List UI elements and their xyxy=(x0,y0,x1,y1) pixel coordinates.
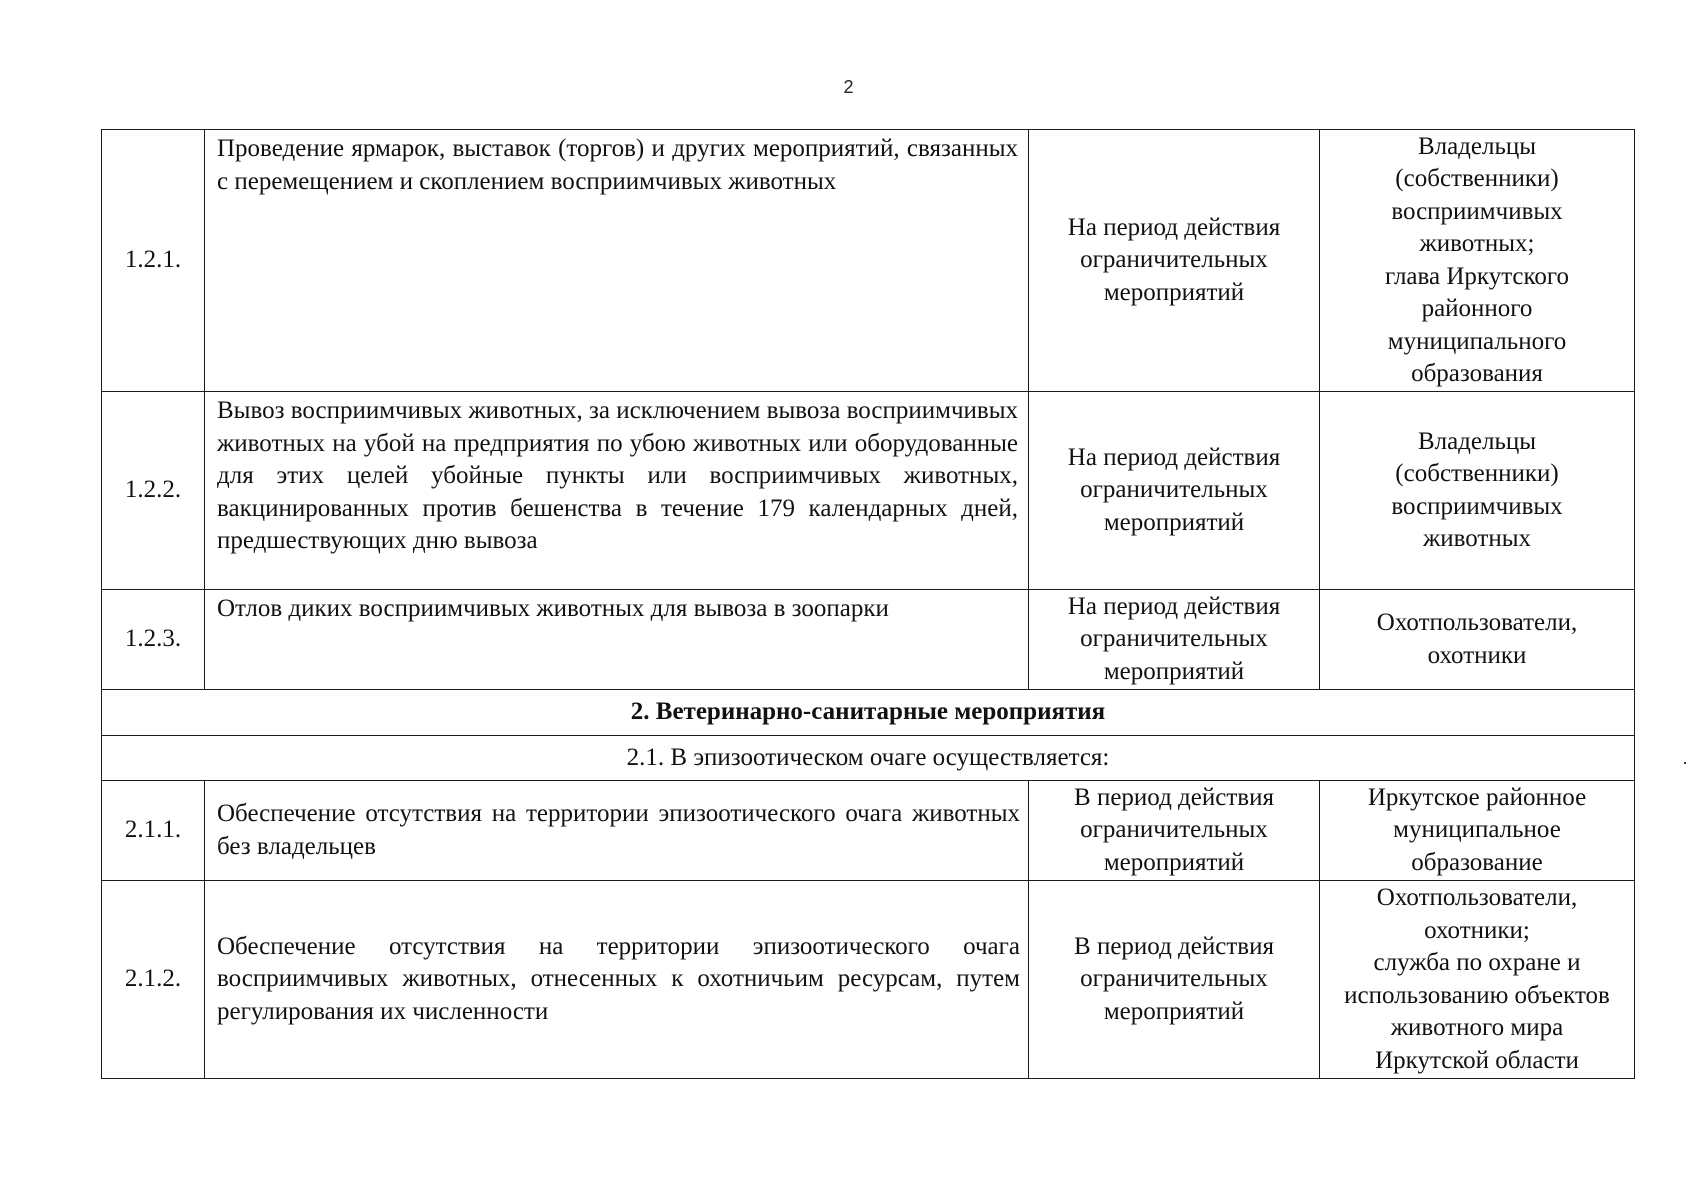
term-line: мероприятий xyxy=(1103,997,1245,1025)
table-row xyxy=(102,881,1635,1079)
section-header-row xyxy=(102,690,1635,736)
action-text: Обеспечение отсутствия на территории эпизоотического очага восприимчивых животных, отнесенных к охотничьим ресурсам, путем регулирования их численности xyxy=(205,881,1029,1079)
responsible-cell xyxy=(1320,590,1635,690)
responsible-line: глава Иркутского xyxy=(1384,262,1570,290)
term-cell xyxy=(1029,392,1320,590)
responsible-line: охотники xyxy=(1427,641,1527,669)
responsible-cell xyxy=(1320,130,1635,392)
term-line: ограничительных xyxy=(1080,246,1268,274)
responsible-line: восприимчивых xyxy=(1391,492,1563,520)
action-text: Проведение ярмарок, выставок (торгов) и других мероприятий, связанных с перемещением и скоплением восприимчивых животных xyxy=(205,130,1029,392)
term-cell xyxy=(1029,130,1320,392)
responsible-line: муниципального xyxy=(1387,327,1567,355)
table-row xyxy=(102,781,1635,881)
measures-table xyxy=(101,129,1635,1079)
item-number: 1.2.3. xyxy=(102,590,205,690)
responsible-cell xyxy=(1320,392,1635,590)
item-number: 2.1.1. xyxy=(102,781,205,881)
page-number: 2 xyxy=(843,77,854,97)
term-line: ограничительных xyxy=(1080,965,1268,993)
action-text: Отлов диких восприимчивых животных для вывоза в зоопарки xyxy=(205,590,1029,690)
term-line: ограничительных xyxy=(1080,476,1268,504)
term-line: мероприятий xyxy=(1103,657,1245,685)
subsection-header-row xyxy=(102,736,1635,781)
term-cell xyxy=(1029,781,1320,881)
term-line: мероприятий xyxy=(1103,848,1245,876)
responsible-line: муниципальное xyxy=(1393,816,1561,844)
scan-dot xyxy=(1684,762,1686,764)
responsible-line: животного мира xyxy=(1390,1014,1564,1041)
term-line: мероприятий xyxy=(1103,278,1245,306)
term-line: мероприятий xyxy=(1103,508,1245,536)
term-cell xyxy=(1029,590,1320,690)
responsible-cell xyxy=(1320,881,1635,1079)
responsible-line: Владельцы xyxy=(1417,427,1537,455)
section-title: 2. Ветеринарно-санитарные мероприятия xyxy=(102,690,1635,736)
responsible-line: (собственники) xyxy=(1395,165,1559,192)
table-row xyxy=(102,590,1635,690)
responsible-line: образования xyxy=(1411,360,1543,387)
term-line: В период действия xyxy=(1074,932,1274,960)
responsible-line: образование xyxy=(1411,848,1543,876)
item-number: 2.1.2. xyxy=(102,881,205,1079)
term-line: На период действия xyxy=(1067,213,1281,241)
responsible-line: Охотпользователи, xyxy=(1376,884,1578,911)
responsible-cell xyxy=(1320,781,1635,881)
term-line: На период действия xyxy=(1067,592,1281,620)
responsible-line: охотники; xyxy=(1424,916,1530,944)
responsible-line: животных xyxy=(1422,525,1532,552)
responsible-line: использованию объектов xyxy=(1344,981,1610,1009)
responsible-line: Охотпользователи, xyxy=(1376,609,1578,636)
term-cell xyxy=(1029,881,1320,1079)
term-line: На период действия xyxy=(1067,443,1281,471)
responsible-line: животных; xyxy=(1419,230,1535,257)
item-number: 1.2.1. xyxy=(102,130,205,392)
table-row xyxy=(102,392,1635,590)
action-text: Вывоз восприимчивых животных, за исключением вывоза восприимчивых животных на убой на предприятия по убою животных или оборудованные для этих целей убойные пункты или восприимчивых животных, вакцинированных против бешенства в течение 179 календарных дней, предшествующих дню вывоза xyxy=(205,392,1029,590)
responsible-line: восприимчивых xyxy=(1391,197,1563,225)
responsible-line: Иркутской области xyxy=(1375,1046,1579,1074)
term-line: ограничительных xyxy=(1080,816,1268,844)
responsible-line: Владельцы xyxy=(1417,132,1537,160)
term-line: ограничительных xyxy=(1080,625,1268,653)
responsible-line: (собственники) xyxy=(1395,460,1559,487)
responsible-line: Иркутское районное xyxy=(1367,783,1587,811)
item-number: 1.2.2. xyxy=(102,392,205,590)
subsection-title: 2.1. В эпизоотическом очаге осуществляется: xyxy=(102,736,1635,781)
term-line: В период действия xyxy=(1074,783,1274,811)
responsible-line: служба по охране и xyxy=(1373,949,1581,976)
table-row xyxy=(102,130,1635,392)
action-text: Обеспечение отсутствия на территории эпизоотического очага животных без владельцев xyxy=(205,781,1029,881)
responsible-line: районного xyxy=(1421,295,1533,322)
